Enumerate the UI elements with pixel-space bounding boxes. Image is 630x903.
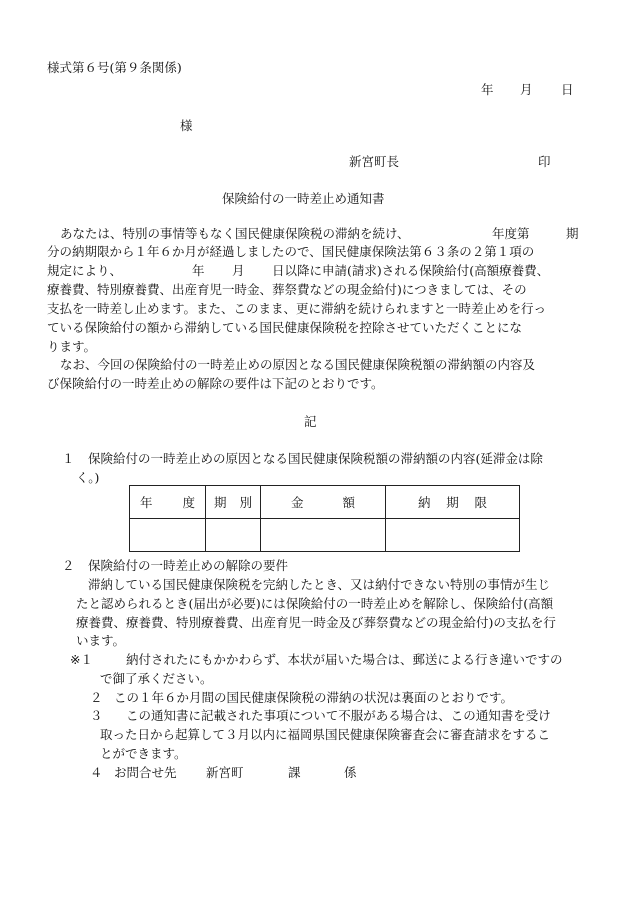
table-cell [130,519,206,552]
note-mark: ※１ [70,652,93,667]
contact-section: 係 [344,765,357,780]
section2-line: 療養費、療養費、特別療養費、出産育児一時金及び葬祭費などの現金給付)の支払を行 [76,615,556,630]
body-line: 規定により、 [47,263,123,278]
note-mark: ３ [90,708,103,723]
date-year: 年 [481,82,494,97]
date-month: 月 [520,82,533,97]
table-cell [386,519,520,552]
section2-title: 保険給付の一時差止めの解除の要件 [88,558,289,573]
table-cell [206,519,261,552]
ki-heading: 記 [304,414,317,429]
note-line: この１年６か月間の国民健康保険税の滞納の状況は裏面のとおりです。 [114,690,514,705]
note-line: とができます。 [100,746,187,761]
date-day: 日 [561,82,574,97]
seal-mark: 印 [538,154,551,169]
body-line: あなたは、特別の事情等もなく国民健康保険税の滞納を続け、 [60,226,410,241]
addressee-suffix: 様 [180,118,193,133]
body-line: 期 [566,226,579,241]
arrears-table [129,485,520,552]
body-line: 年度第 [492,226,530,241]
body-line: 分の納期限から１年６か月が経過しましたので、国民健康保険法第６３条の２第１項の [47,244,535,259]
note-mark: ４ [90,765,103,780]
contact-label: お問合せ先 [114,765,177,780]
note-line: 納付されたにもかかわらず、本状が届いた場合は、郵送による行き違いですの [126,652,563,667]
contact-division: 課 [288,765,301,780]
body-line: 療養費、特別療養費、出産育児一時金、葬祭費などの現金給付)につきましては、その [47,282,527,297]
body-line: 年 [192,263,205,278]
table-header-due-date: 納 期 限 [386,486,520,519]
contact-town: 新宮町 [206,765,244,780]
body-line: ている保険給付の額から滞納している国民健康保険税を控除させていただくことにな [47,320,523,335]
note-line: で御了承ください。 [100,671,213,686]
table-header-year: 年 度 [130,486,206,519]
section1-text: く。) [76,470,100,485]
table-header-period: 期 別 [206,486,261,519]
section1-number: １ [62,451,75,466]
body-line: なお、今回の保険給付の一時差止めの原因となる国民健康保険税額の滞納額の内容及 [60,357,536,372]
note-line: この通知書に記載された事項について不服がある場合は、この通知書を受け [126,708,551,723]
body-line: 月 [232,263,245,278]
note-mark: ２ [90,690,103,705]
section1-text: 保険給付の一時差止めの原因となる国民健康保険税額の滞納額の内容(延滞金は除 [88,451,543,466]
table-cell [261,519,386,552]
issuer: 新宮町長 [349,154,400,169]
form-number: 様式第６号(第９条関係) [47,60,182,75]
section2-line: たと認められるとき(届出が必要)には保険給付の一時差止めを解除し、保険給付(高額 [76,596,554,611]
body-line: 支払を一時差し止めます。また、このまま、更に滞納を続けられますと一時差止めを行っ [47,301,547,316]
note-line: 取った日から起算して３月以内に福岡県国民健康保険審査会に審査請求をするこ [100,727,551,742]
body-line: 日以降に申請(請求)される保険給付(高額療養費、 [272,263,550,278]
body-line: び保険給付の一時差止めの解除の要件は下記のとおりです。 [47,376,384,391]
section2-line: 滞納している国民健康保険税を完納したとき、又は納付できない特別の事情が生じ [88,577,551,592]
page-title: 保険給付の一時差止め通知書 [222,191,385,206]
section2-number: ２ [62,558,75,573]
body-line: ります。 [47,339,97,354]
section2-line: います。 [76,633,126,648]
table-header-amount: 金 額 [261,486,386,519]
